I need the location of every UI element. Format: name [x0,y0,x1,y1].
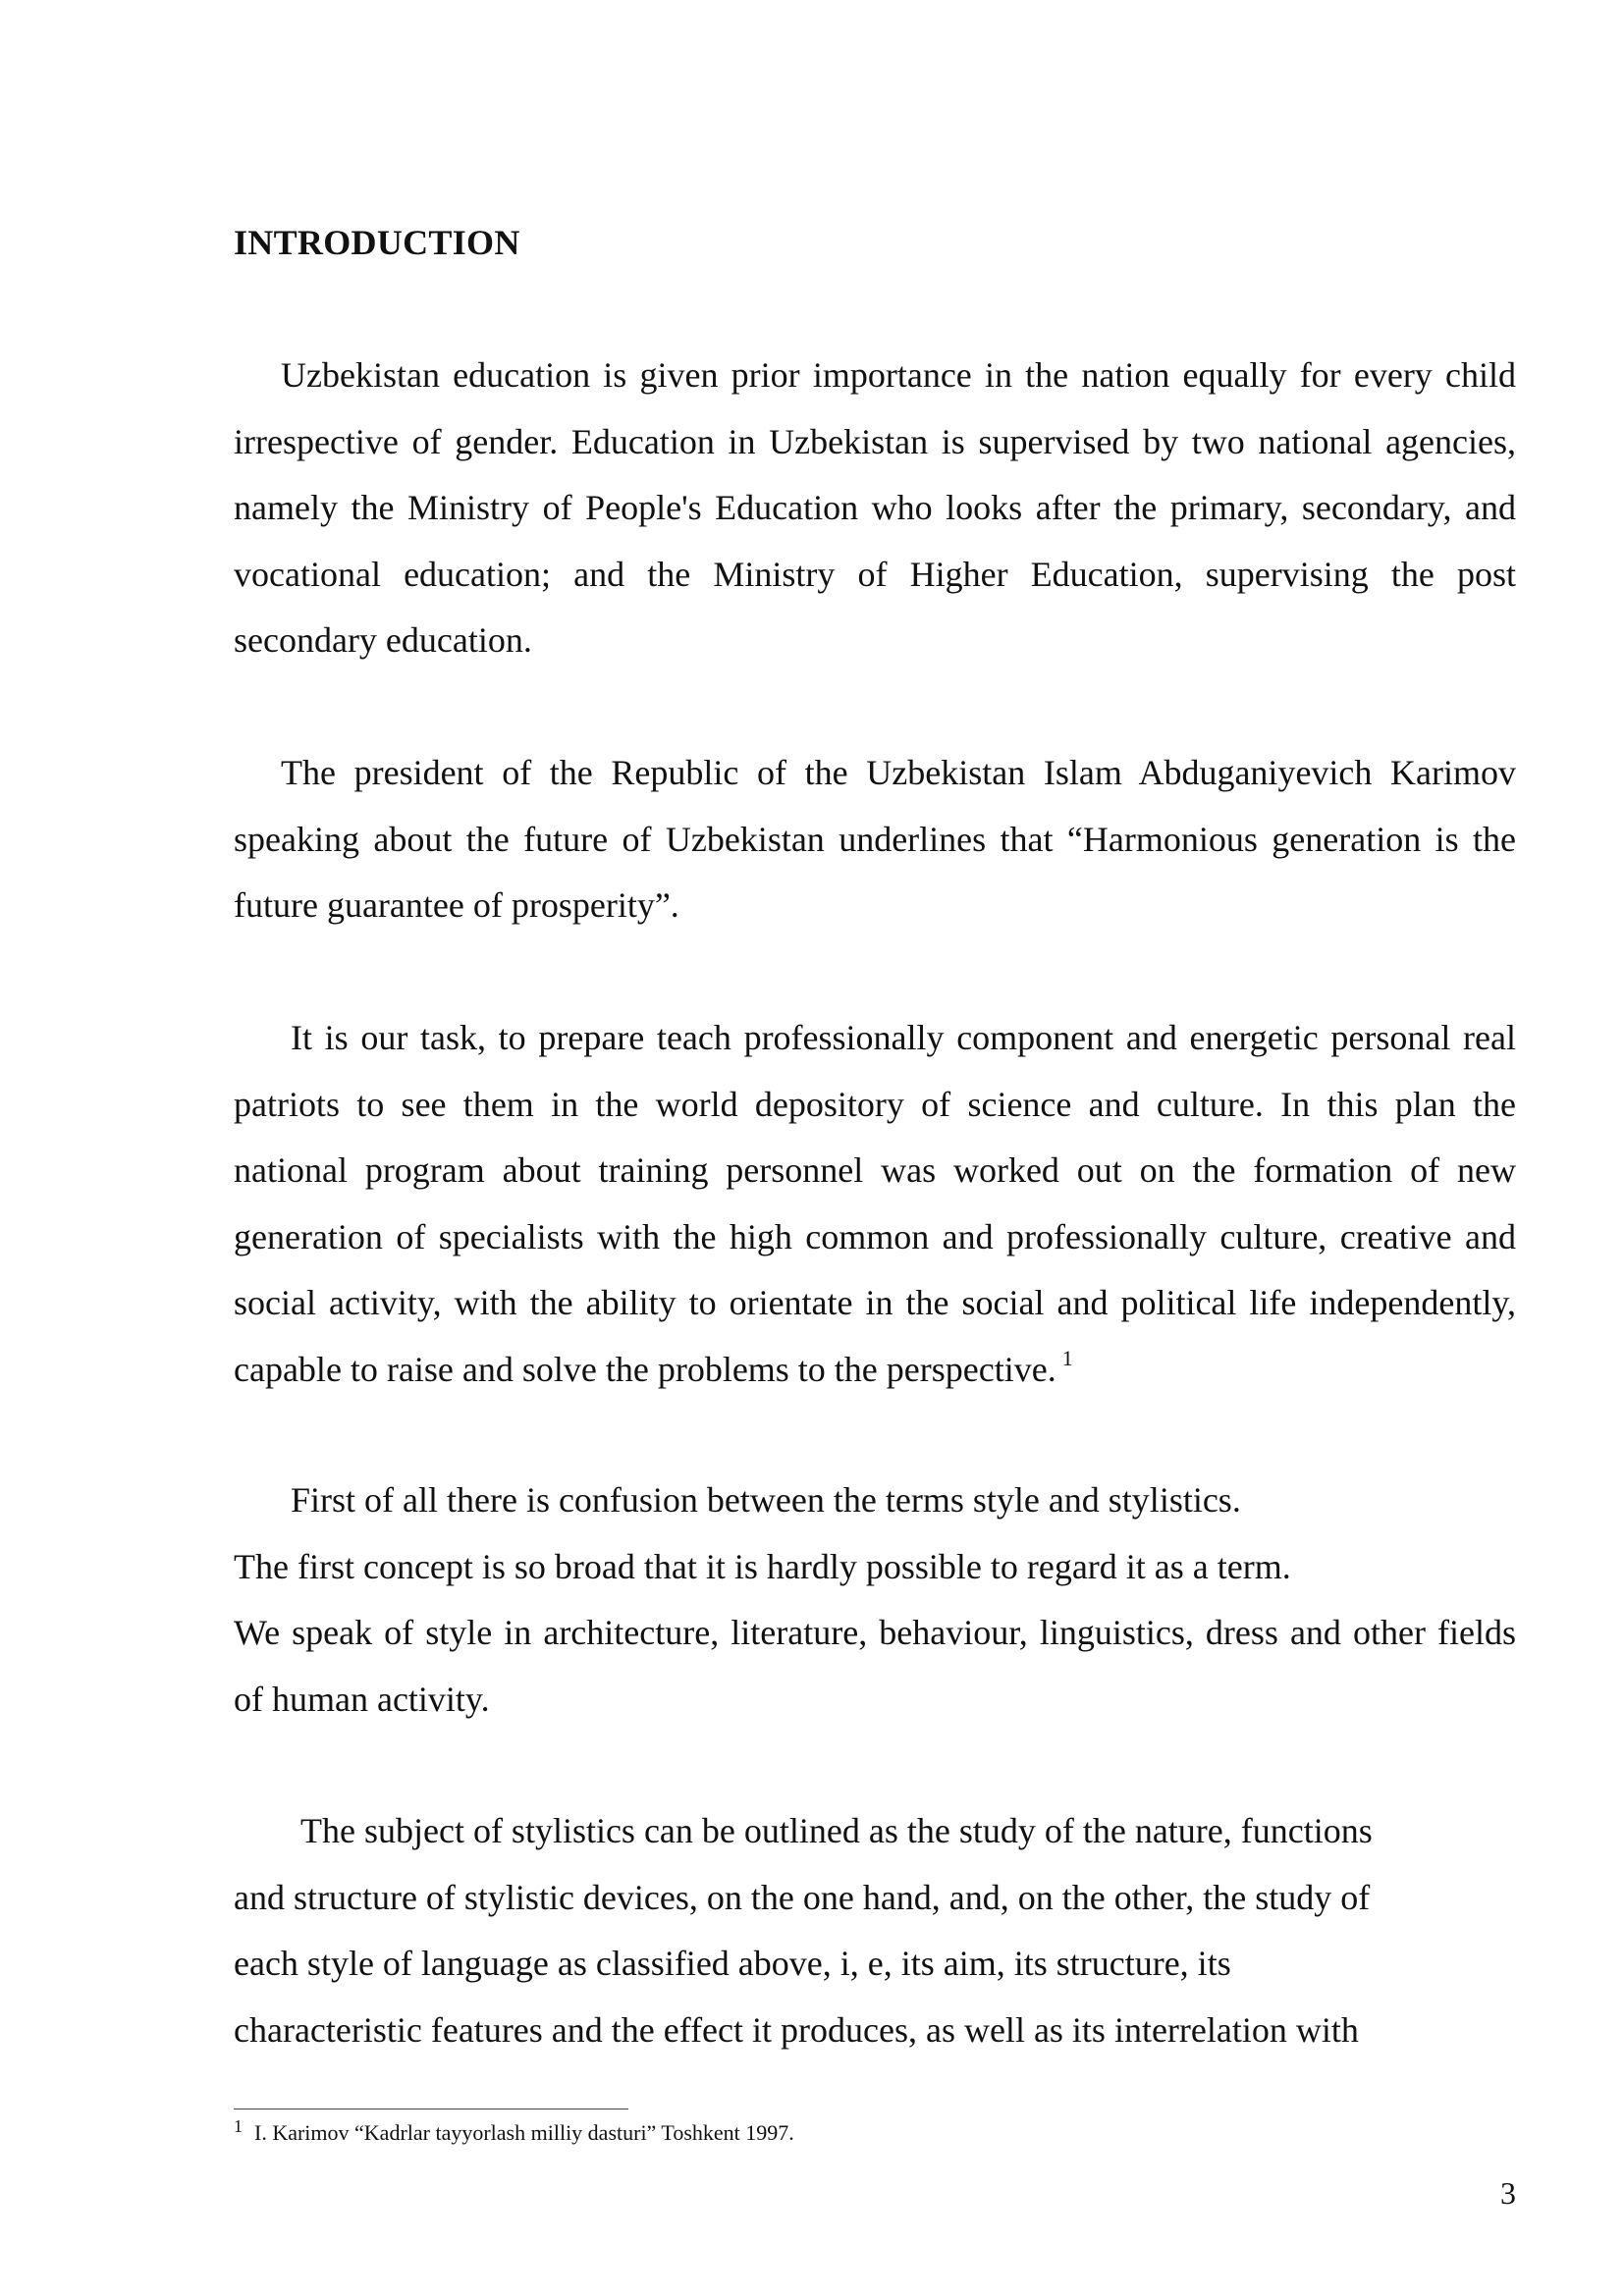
paragraph-5-line: each style of language as classified above, i, e, its aim, its structure, its [234,1944,1231,1983]
paragraph-1-text: Uzbekistan education is given prior importance in the nation equally for every child irrespective of gender. Education in Uzbekistan is supervised by two national agencies, namely the Ministry of People's Education who looks after the primary, secondary, and vocational education; and the Ministry of Higher Education, supervising the post secondary education. [234,355,1516,660]
footnote-text: I. Karimov “Kadrlar tayyorlash milliy dasturi” Toshkent 1997. [254,2120,794,2145]
page-number: 3 [1500,2175,1516,2211]
footnote-reference: 1 [1061,1345,1073,1370]
paragraph-5-line: The subject of stylistics can be outlined as the study of the nature, functions [300,1811,1373,1850]
paragraph-4 [234,1468,1516,1733]
paragraph-3-text [234,1005,1516,1407]
paragraph-5-line: and structure of stylistic devices, on the one hand, and, on the other, the study of [234,1877,1371,1917]
paragraph-4-line: The first concept is so broad that it is hardly possible to regard it as a term. [234,1546,1291,1586]
page-title: INTRODUCTION [234,223,520,262]
footnote [234,2116,794,2146]
paragraph-5 [234,1798,1471,2063]
paragraph-2-text: The president of the Republic of the Uzbekistan Islam Abduganiyevich Karimov speaking about the future of Uzbekistan underlines that “Harmonious generation is the future guarantee of prosperity”. [234,753,1516,925]
footnote-mark: 1 [234,2116,243,2136]
paragraph-3 [234,1005,1516,1407]
paragraph-2 [234,740,1516,939]
paragraph-5-line: characteristic features and the effect it produces, as well as its interrelation with [234,2009,1359,2050]
paragraph-4-line: First of all there is confusion between the terms style and stylistics. [291,1480,1241,1520]
paragraph-3-body: It is our task, to prepare teach professionally component and energetic personal real patriots to see them in the world depository of science and culture. In this plan the national program about training personnel was worked out on the formation of new generation of specialists with the high common and professionally culture, creative and social activity, with the ability to orientate in the social and political life independently, capable to raise and solve the problems to the perspective. [234,1018,1516,1389]
paragraph-4-line: We speak of style in architecture, literature, behaviour, linguistics, dress and other fields of human activity. [234,1613,1516,1719]
paragraph-1 [234,343,1516,674]
